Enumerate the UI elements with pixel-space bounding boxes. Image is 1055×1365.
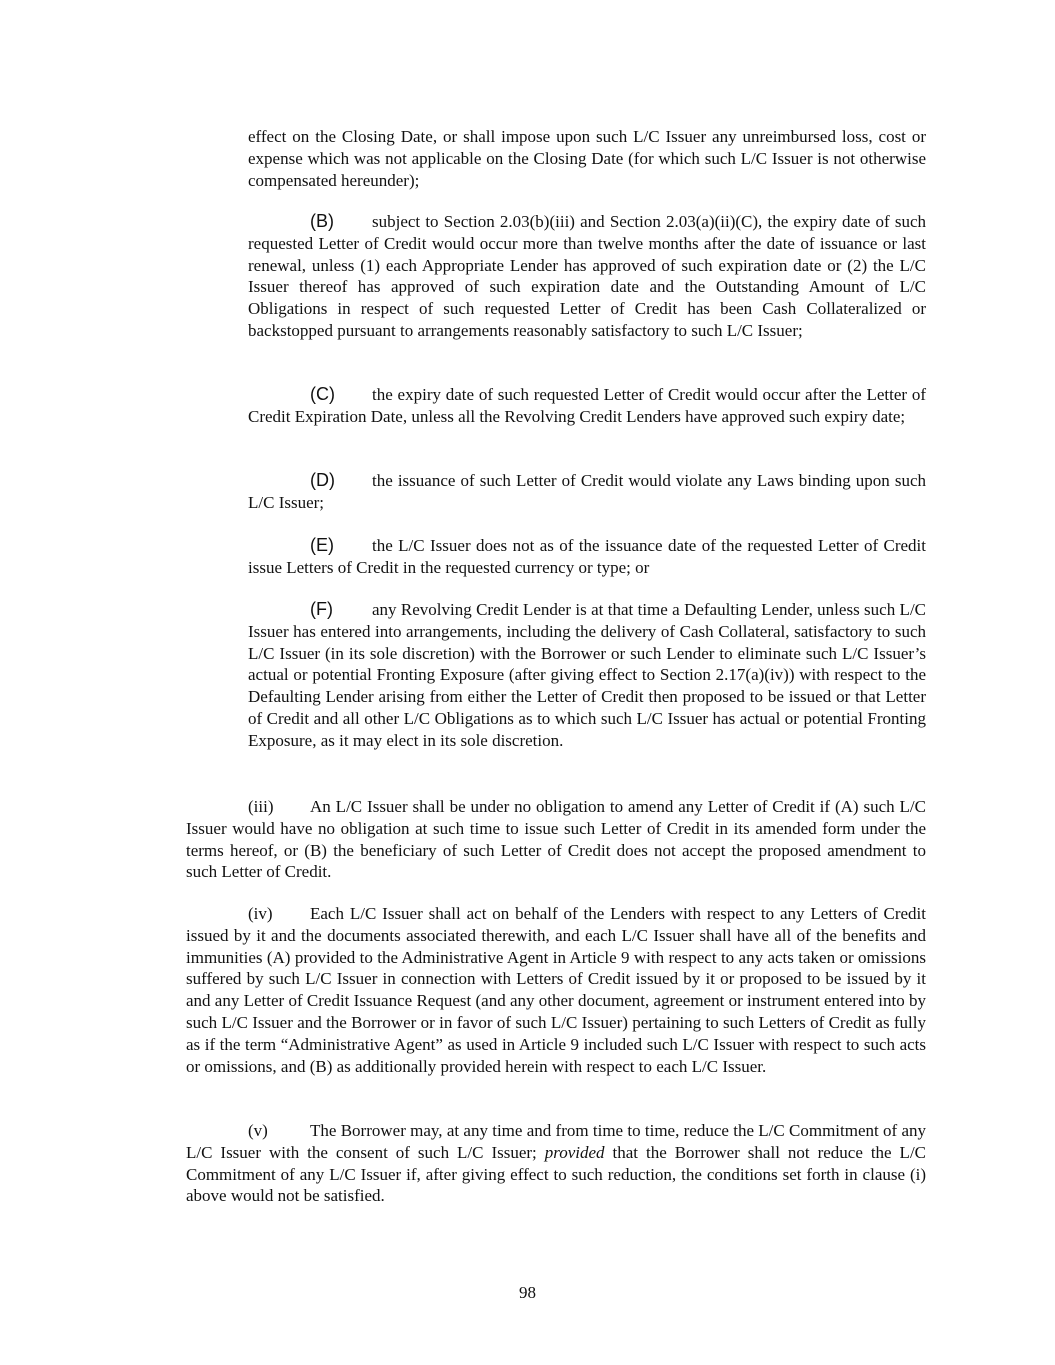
clause-c <box>248 384 926 428</box>
clause-v-italic: provided <box>544 1142 605 1162</box>
clause-iii <box>186 796 926 883</box>
clause-c-text: the expiry date of such requested Letter of Credit would occur after the Letter of Credit Expiration Date, unless all the Revolving Credit Lenders have approved such expiry date; <box>248 385 926 426</box>
clause-e-text: the L/C Issuer does not as of the issuance date of the requested Letter of Credit issue Letters of Credit in the requested currency or type; or <box>248 536 926 577</box>
clause-b <box>248 211 926 342</box>
clause-v-marker: (v) <box>248 1121 268 1140</box>
clause-iv <box>186 903 926 1077</box>
clause-b-text: subject to Section 2.03(b)(iii) and Section 2.03(a)(ii)(C), the expiry date of such requested Letter of Credit would occur more than twelve months after the date of issuance or last renewal, unless (1) each Appropriate Lender has approved of such expiration date or (2) the L/C Issuer thereof has approved of such expiration date and the Outstanding Amount of L/C Obligations in respect of such requested Letter of Credit has been Cash Collateralized or backstopped pursuant to arrangements reasonably satisfactory to such L/C Issuer; <box>248 212 926 340</box>
page-number: 98 <box>519 1283 536 1302</box>
clause-iv-text: Each L/C Issuer shall act on behalf of the Lenders with respect to any Letters of Credit issued by it and the documents associated therewith, and each L/C Issuer shall have all of the benefits and immunities (A) provided to the Administrative Agent in Article 9 with respect to any acts taken or omissions suffered by such L/C Issuer in connection with Letters of Credit issued by it or proposed to be issued by it and any Letter of Credit Issuance Request (and any other document, agreement or instrument entered into by such L/C Issuer and the Borrower or in favor of such L/C Issuer) pertaining to such Letters of Credit as fully as if the term “Administrative Agent” as used in Article 9 included such L/C Issuer with respect to such acts or omissions, and (B) as additionally provided herein with respect to each L/C Issuer. <box>186 904 926 1076</box>
clause-iii-marker: (iii) <box>248 797 274 816</box>
continuation-paragraph: effect on the Closing Date, or shall impose upon such L/C Issuer any unreimbursed loss, cost or expense which was not applicable on the Closing Date (for which such L/C Issuer is not otherwise compensated hereunder); <box>248 127 926 190</box>
clause-b-marker: (B) <box>310 211 334 231</box>
clause-f-text: any Revolving Credit Lender is at that time a Defaulting Lender, unless such L/C Issuer has entered into arrangements, including the delivery of Cash Collateral, satisfactory to such L/C Issuer (in its sole discretion) with the Borrower or such Lender to eliminate such L/C Issuer’s actual or potential Fronting Exposure (after giving effect to Section 2.17(a)(iv)) with respect to the Defaulting Lender arising from either the Letter of Credit then proposed to be issued or that Letter of Credit and all other L/C Obligations as to which such L/C Issuer has actual or potential Fronting Exposure, as it may elect in its sole discretion. <box>248 600 926 750</box>
clause-d <box>248 470 926 514</box>
clause-e-marker: (E) <box>310 535 334 555</box>
clause-f <box>248 599 926 752</box>
clause-iv-marker: (iv) <box>248 904 273 923</box>
clause-c-marker: (C) <box>310 384 335 404</box>
clause-v-text-a: The Borrower may, at any time and from time to time, reduce the L/C Commitment of any L/C Issuer with the consent of such L/C Issuer; <box>186 1121 926 1162</box>
clause-e <box>248 535 926 579</box>
clause-v <box>186 1120 926 1207</box>
clause-v-text-b: that the Borrower shall not reduce the L/C Commitment of any L/C Issuer if, after giving effect to such reduction, the conditions set forth in clause (i) above would not be satisfied. <box>186 1142 927 1206</box>
clause-f-marker: (F) <box>310 599 333 619</box>
clause-d-marker: (D) <box>310 470 335 490</box>
clause-d-text: the issuance of such Letter of Credit would violate any Laws binding upon such L/C Issuer; <box>248 471 926 512</box>
clause-iii-text: An L/C Issuer shall be under no obligation to amend any Letter of Credit if (A) such L/C Issuer would have no obligation at such time to issue such Letter of Credit in its amended form under the terms hereof, or (B) the beneficiary of such Letter of Credit does not accept the proposed amendment to such Letter of Credit. <box>186 797 926 882</box>
